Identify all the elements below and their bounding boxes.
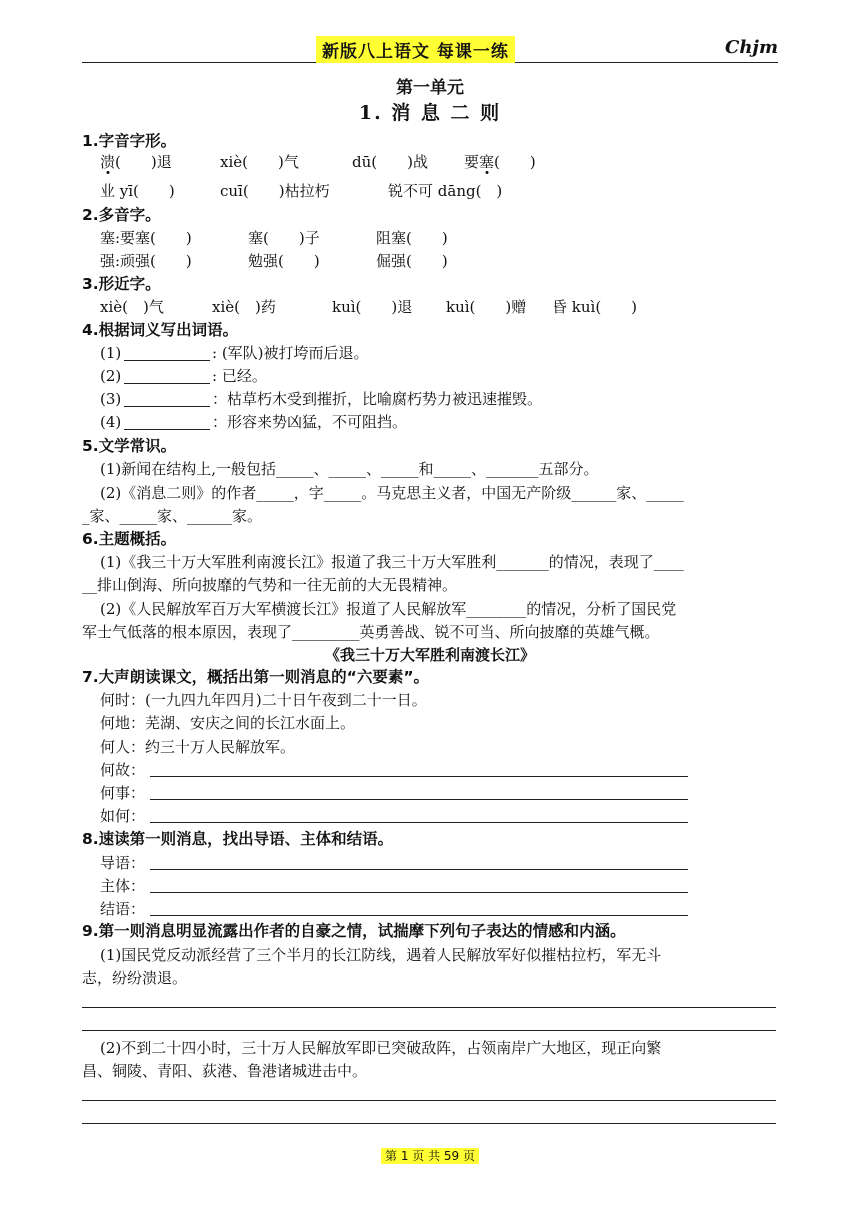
q5-line-3: _家、_____家、______家。 bbox=[82, 507, 263, 525]
q2-row1-b: 塞( )子 bbox=[248, 229, 320, 247]
q1-row1-a-char: 溃 bbox=[100, 153, 116, 171]
q3-heading: 3.形近字。 bbox=[82, 275, 161, 293]
q1-row1-d-char2: 塞 bbox=[479, 153, 495, 171]
q7-given-who: 何人：约三十万人民解放军。 bbox=[100, 738, 296, 756]
q4-item-1-num: (1) bbox=[100, 344, 122, 362]
q6-line-4: 军士气低落的根本原因，表现了_________英勇善战、锐不可当、所向披靡的英雄气概。 bbox=[82, 623, 660, 641]
q9-s2-answer-line-2[interactable] bbox=[82, 1123, 776, 1124]
q1-heading: 1.字音字形。 bbox=[82, 132, 177, 150]
q4-item-2-text: : 已经。 bbox=[212, 367, 267, 385]
q4-item-3-text: ：枯草朽木受到摧折，比喻腐朽势力被迅速摧毁。 bbox=[212, 390, 543, 408]
q7-how-answer-line[interactable] bbox=[150, 822, 688, 823]
q1-row2-b: cuī( )枯拉朽 bbox=[220, 182, 330, 200]
q4-item-1-text: : (军队)被打垮而后退。 bbox=[212, 344, 369, 362]
q4-item-2-blank[interactable] bbox=[124, 383, 210, 384]
header-title: 新版八上语文 每课一练 bbox=[316, 36, 515, 63]
q1-row1-a bbox=[100, 152, 172, 172]
q4-heading: 4.根据词义写出词语。 bbox=[82, 321, 239, 339]
q9-s1-answer-line-2[interactable] bbox=[82, 1030, 776, 1031]
q6-heading: 6.主题概括。 bbox=[82, 530, 177, 548]
q3-c: kuì( )退 bbox=[332, 298, 413, 316]
q4-item-4-text: ：形容来势凶猛，不可阻挡。 bbox=[212, 413, 408, 431]
q9-s1-answer-line-1[interactable] bbox=[82, 1007, 776, 1008]
q9-heading: 9.第一则消息明显流露出作者的自豪之情，试揣摩下列句子表达的情感和内涵。 bbox=[82, 922, 626, 940]
q7-why-answer-line[interactable] bbox=[150, 776, 688, 777]
q3-d: kuì( )赠 bbox=[446, 298, 527, 316]
q2-row1-c: 阻塞( ) bbox=[376, 229, 448, 247]
q2-row2-c: 倔强( ) bbox=[376, 252, 448, 270]
q7-what-label: 何事： bbox=[100, 784, 146, 802]
q7-heading: 7.大声朗读课文，概括出第一则消息的“六要素”。 bbox=[82, 668, 430, 686]
q2-row1-a: 塞:要塞( ) bbox=[100, 229, 192, 247]
q1-row1-a-rest: ( )退 bbox=[115, 153, 172, 171]
q4-item-2-num: (2) bbox=[100, 367, 122, 385]
q1-row1-c: dū( )战 bbox=[352, 153, 428, 171]
q4-item-1-blank[interactable] bbox=[124, 360, 210, 361]
q5-line-2: (2)《消息二则》的作者_____，字_____。马克思主义者，中国无产阶级______家、_____ bbox=[100, 484, 684, 502]
q8-body-label: 主体： bbox=[100, 877, 146, 895]
q7-how-label: 如何： bbox=[100, 807, 146, 825]
q4-item-4-blank[interactable] bbox=[124, 429, 210, 430]
header-brand: Chjm bbox=[725, 37, 778, 58]
q3-a: xiè( )气 bbox=[100, 298, 164, 316]
q7-given-where: 何地：芜湖、安庆之间的长江水面上。 bbox=[100, 714, 356, 732]
q9-s2-line-1: (2)不到二十四小时，三十万人民解放军即已突破敌阵，占领南岸广大地区，现正向繁 bbox=[100, 1039, 662, 1057]
q1-row1-b: xiè( )气 bbox=[220, 153, 299, 171]
q6-line-3: (2)《人民解放军百万大军横渡长江》报道了人民解放军________的情况，分析了国民党 bbox=[100, 600, 677, 618]
unit-title: 第一单元 bbox=[396, 78, 464, 98]
q4-item-3-blank[interactable] bbox=[124, 406, 210, 407]
page-footer bbox=[0, 1145, 860, 1164]
q1-row1-d bbox=[464, 152, 536, 172]
page-header bbox=[82, 34, 778, 63]
q2-row2-b: 勉强( ) bbox=[248, 252, 320, 270]
q8-lead-label: 导语： bbox=[100, 854, 146, 872]
q7-why-label: 何故： bbox=[100, 761, 146, 779]
page-number: 第 1 页 共 59 页 bbox=[381, 1148, 479, 1164]
section-title: 《我三十万大军胜利南渡长江》 bbox=[324, 646, 535, 664]
q7-given-when: 何时：(一九四九年四月)二十日午夜到二十一日。 bbox=[100, 691, 427, 709]
q1-row2-a: 业 yī( ) bbox=[100, 182, 175, 200]
q1-row2-c: 锐不可 dāng( ) bbox=[388, 182, 503, 200]
q8-heading: 8.速读第一则消息，找出导语、主体和结语。 bbox=[82, 830, 394, 848]
q4-item-4-num: (4) bbox=[100, 413, 122, 431]
lesson-title: 1. 消 息 二 则 bbox=[358, 102, 502, 124]
q5-line-1: (1)新闻在结构上,一般包括_____、_____、_____和_____、_______五部分。 bbox=[100, 460, 599, 478]
q3-b: xiè( )药 bbox=[212, 298, 276, 316]
q2-heading: 2.多音字。 bbox=[82, 206, 161, 224]
q9-s2-answer-line-1[interactable] bbox=[82, 1100, 776, 1101]
q8-lead-answer-line[interactable] bbox=[150, 869, 688, 870]
q8-body-answer-line[interactable] bbox=[150, 892, 688, 893]
q1-row1-d-char1: 要 bbox=[464, 153, 480, 171]
q7-what-answer-line[interactable] bbox=[150, 799, 688, 800]
q9-s2-line-2: 昌、铜陵、青阳、荻港、鲁港诸城进击中。 bbox=[82, 1062, 368, 1080]
q9-s1-line-1: (1)国民党反动派经营了三个半月的长江防线，遇着人民解放军好似摧枯拉朽，军无斗 bbox=[100, 946, 662, 964]
q8-conclusion-answer-line[interactable] bbox=[150, 915, 688, 916]
q1-row1-d-rest: ( ) bbox=[494, 153, 536, 171]
q5-heading: 5.文学常识。 bbox=[82, 437, 177, 455]
q2-row2-a: 强:顽强( ) bbox=[100, 252, 192, 270]
q6-line-2: __排山倒海、所向披靡的气势和一往无前的大无畏精神。 bbox=[82, 576, 458, 594]
q3-e: 昏 kuì( ) bbox=[552, 298, 638, 316]
q8-conclusion-label: 结语： bbox=[100, 900, 146, 918]
q4-item-3-num: (3) bbox=[100, 390, 122, 408]
q6-line-1: (1)《我三十万大军胜利南渡长江》报道了我三十万大军胜利_______的情况，表现了____ bbox=[100, 553, 684, 571]
q9-s1-line-2: 志，纷纷溃退。 bbox=[82, 969, 188, 987]
